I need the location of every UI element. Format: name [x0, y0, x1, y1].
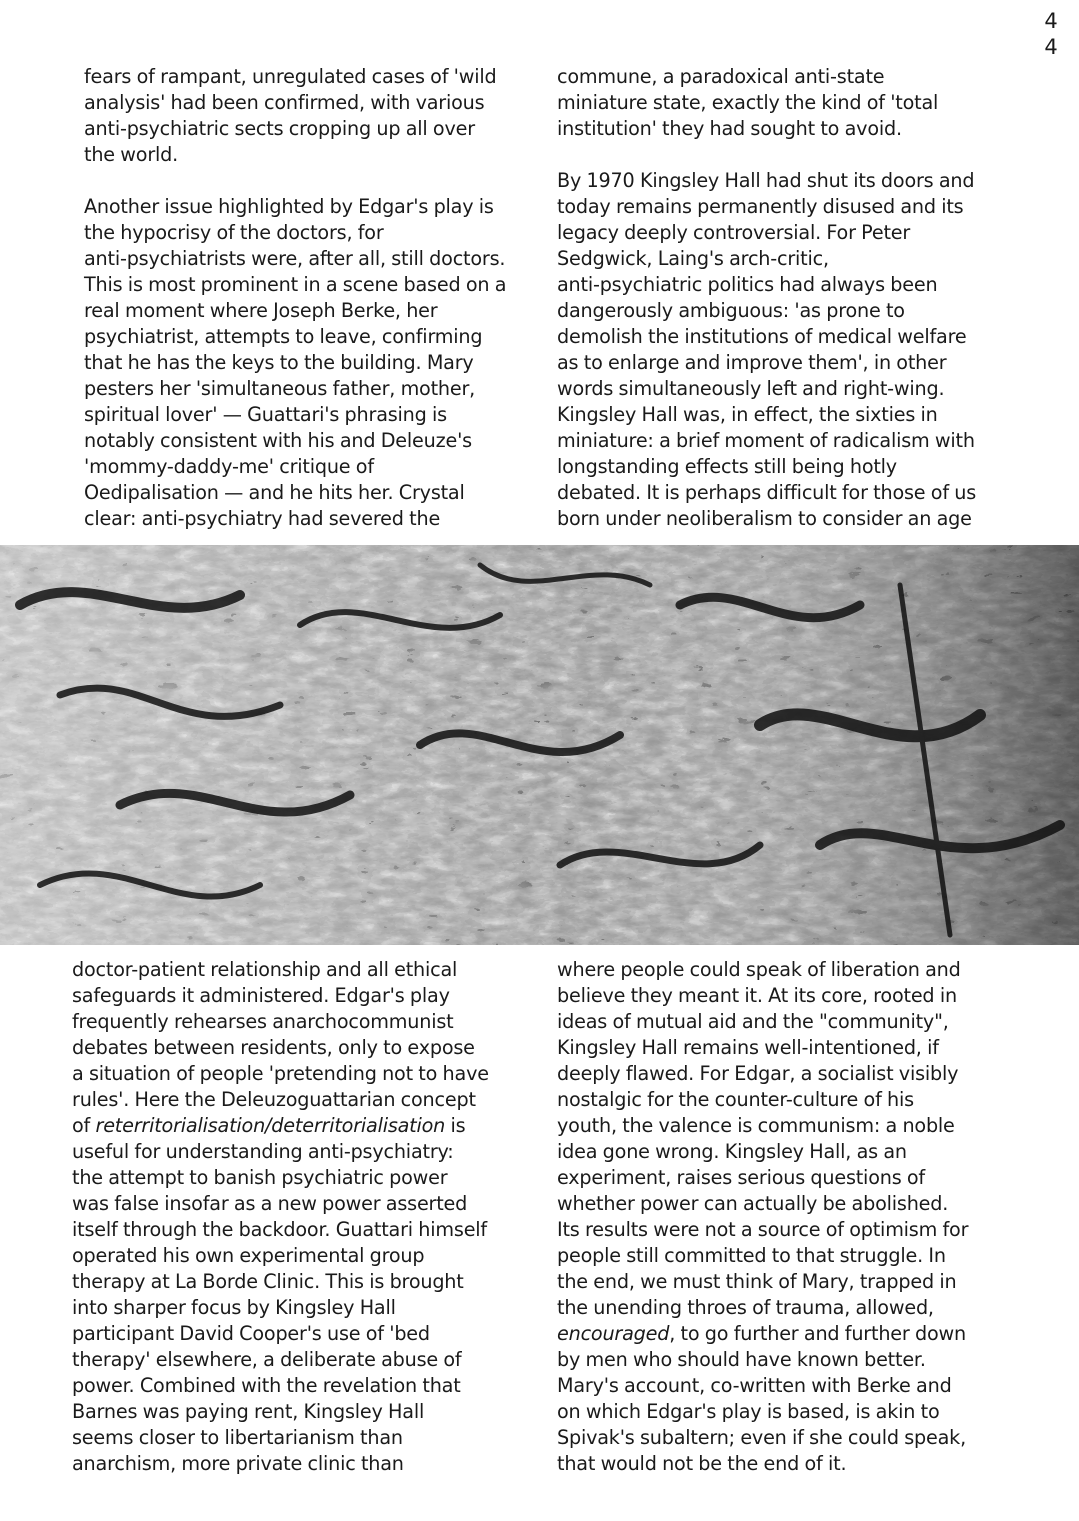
text-line: Its results were not a source of optimism for: [557, 1218, 969, 1241]
text-line: rules'. Here the Deleuzoguattarian concept: [72, 1088, 476, 1111]
emphasized-term: reterritorialisation/deterritorialisation: [95, 1114, 446, 1137]
text-line: notably consistent with his and Deleuze's: [84, 429, 472, 452]
page-number: [1041, 8, 1061, 60]
column-bottom-right: [557, 957, 1017, 1477]
text-line: by men who should have known better.: [557, 1348, 926, 1371]
text-line: the hypocrisy of the doctors, for: [84, 221, 384, 244]
text-line: where people could speak of liberation and: [557, 958, 961, 981]
text-line: the attempt to banish psychiatric power: [72, 1166, 448, 1189]
text-line: longstanding effects still being hotly: [557, 455, 897, 478]
text-line: people still committed to that struggle. In: [557, 1244, 946, 1267]
text-line: on which Edgar's play is based, is akin to: [557, 1400, 940, 1423]
text-line: experiment, raises serious questions of: [557, 1166, 925, 1189]
text-line: operated his own experimental group: [72, 1244, 425, 1267]
emphasized-term: encouraged: [557, 1322, 670, 1345]
text-line: Mary's account, co-written with Berke and: [557, 1374, 952, 1397]
text-line: a situation of people 'pretending not to have: [72, 1062, 489, 1085]
text-line: power. Combined with the revelation that: [72, 1374, 461, 1397]
text-line: commune, a paradoxical anti-state: [557, 65, 885, 88]
text-line: deeply flawed. For Edgar, a socialist visibly: [557, 1062, 959, 1085]
text-line: ideas of mutual aid and the "community",: [557, 1010, 949, 1033]
text-line: debated. It is perhaps difficult for those of us: [557, 481, 977, 504]
text-line: 'mommy-daddy-me' critique of: [84, 455, 374, 478]
text-line: frequently rehearses anarchocommunist: [72, 1010, 454, 1033]
text-line: participant David Cooper's use of 'bed: [72, 1322, 430, 1345]
text-line: spiritual lover' — Guattari's phrasing is: [84, 403, 447, 426]
text-line: Another issue highlighted by Edgar's play is: [84, 195, 494, 218]
text-line: This is most prominent in a scene based on a: [84, 273, 507, 296]
text-line: nostalgic for the counter-culture of his: [557, 1088, 914, 1111]
text-line: Sedgwick, Laing's arch-critic,: [557, 247, 829, 270]
text-segment: is: [445, 1114, 466, 1137]
text-line: that would not be the end of it.: [557, 1452, 847, 1475]
text-line: the world.: [84, 143, 179, 166]
text-line: psychiatrist, attempts to leave, confirming: [84, 325, 483, 348]
text-line: therapy' elsewhere, a deliberate abuse of: [72, 1348, 462, 1371]
column-top-right: [557, 64, 1067, 532]
text-line: useful for understanding anti-psychiatry:: [72, 1140, 454, 1163]
paragraph: [72, 957, 532, 1477]
paragraph: [557, 957, 1017, 1477]
text-line: born under neoliberalism to consider an age: [557, 507, 972, 530]
text-line: youth, the valence is communism: a noble: [557, 1114, 955, 1137]
column-top-left: [84, 64, 544, 532]
text-line: debates between residents, only to expose: [72, 1036, 475, 1059]
text-line: anti-psychiatrists were, after all, still doctors.: [84, 247, 506, 270]
text-line: today remains permanently disused and its: [557, 195, 964, 218]
text-line: Kingsley Hall remains well-intentioned, if: [557, 1036, 939, 1059]
column-bottom-left: [72, 957, 532, 1477]
text-line: Kingsley Hall was, in effect, the sixties in: [557, 403, 938, 426]
text-line: was false insofar as a new power asserted: [72, 1192, 468, 1215]
text-line: doctor-patient relationship and all ethical: [72, 958, 458, 981]
paragraph: [557, 168, 1067, 532]
text-line: as to enlarge and improve them', in other: [557, 351, 947, 374]
text-line: itself through the backdoor. Guattari himself: [72, 1218, 487, 1241]
text-line: Oedipalisation — and he hits her. Crystal: [84, 481, 465, 504]
text-line: anti-psychiatric politics had always been: [557, 273, 938, 296]
page-number-digit: 4: [1044, 9, 1058, 33]
text-line: miniature: a brief moment of radicalism with: [557, 429, 975, 452]
paragraph: [557, 64, 1067, 142]
text-line: therapy at La Borde Clinic. This is brought: [72, 1270, 464, 1293]
text-line: demolish the institutions of medical welfare: [557, 325, 967, 348]
text-segment: , to go further and further down: [669, 1322, 966, 1345]
text-line: Spivak's subaltern; even if she could speak,: [557, 1426, 966, 1449]
text-line: seems closer to libertarianism than: [72, 1426, 403, 1449]
text-line: institution' they had sought to avoid.: [557, 117, 902, 140]
text-line: By 1970 Kingsley Hall had shut its doors and: [557, 169, 975, 192]
text-line: [72, 1113, 532, 1139]
text-line: believe they meant it. At its core, rooted in: [557, 984, 957, 1007]
text-line: [557, 1321, 1017, 1347]
text-line: pesters her 'simultaneous father, mother,: [84, 377, 476, 400]
text-line: whether power can actually be abolished.: [557, 1192, 949, 1215]
text-line: Barnes was paying rent, Kingsley Hall: [72, 1400, 425, 1423]
text-line: miniature state, exactly the kind of 'total: [557, 91, 939, 114]
text-line: fears of rampant, unregulated cases of 'wild: [84, 65, 497, 88]
text-line: idea gone wrong. Kingsley Hall, as an: [557, 1140, 907, 1163]
text-line: clear: anti-psychiatry had severed the: [84, 507, 441, 530]
text-line: that he has the keys to the building. Mary: [84, 351, 474, 374]
text-line: anti-psychiatric sects cropping up all over: [84, 117, 475, 140]
page-number-digit: 4: [1044, 35, 1058, 59]
text-line: legacy deeply controversial. For Peter: [557, 221, 911, 244]
abstract-ink-painting: [0, 545, 1079, 945]
text-line: analysis' had been confirmed, with various: [84, 91, 485, 114]
paragraph: [84, 194, 544, 532]
text-line: words simultaneously left and right-wing.: [557, 377, 945, 400]
text-line: dangerously ambiguous: 'as prone to: [557, 299, 905, 322]
text-line: the unending throes of trauma, allowed,: [557, 1296, 934, 1319]
text-line: the end, we must think of Mary, trapped in: [557, 1270, 957, 1293]
text-segment: of: [72, 1114, 96, 1137]
text-line: safeguards it administered. Edgar's play: [72, 984, 450, 1007]
paragraph: [84, 64, 544, 168]
text-line: into sharper focus by Kingsley Hall: [72, 1296, 396, 1319]
text-line: real moment where Joseph Berke, her: [84, 299, 438, 322]
text-line: anarchism, more private clinic than: [72, 1452, 404, 1475]
